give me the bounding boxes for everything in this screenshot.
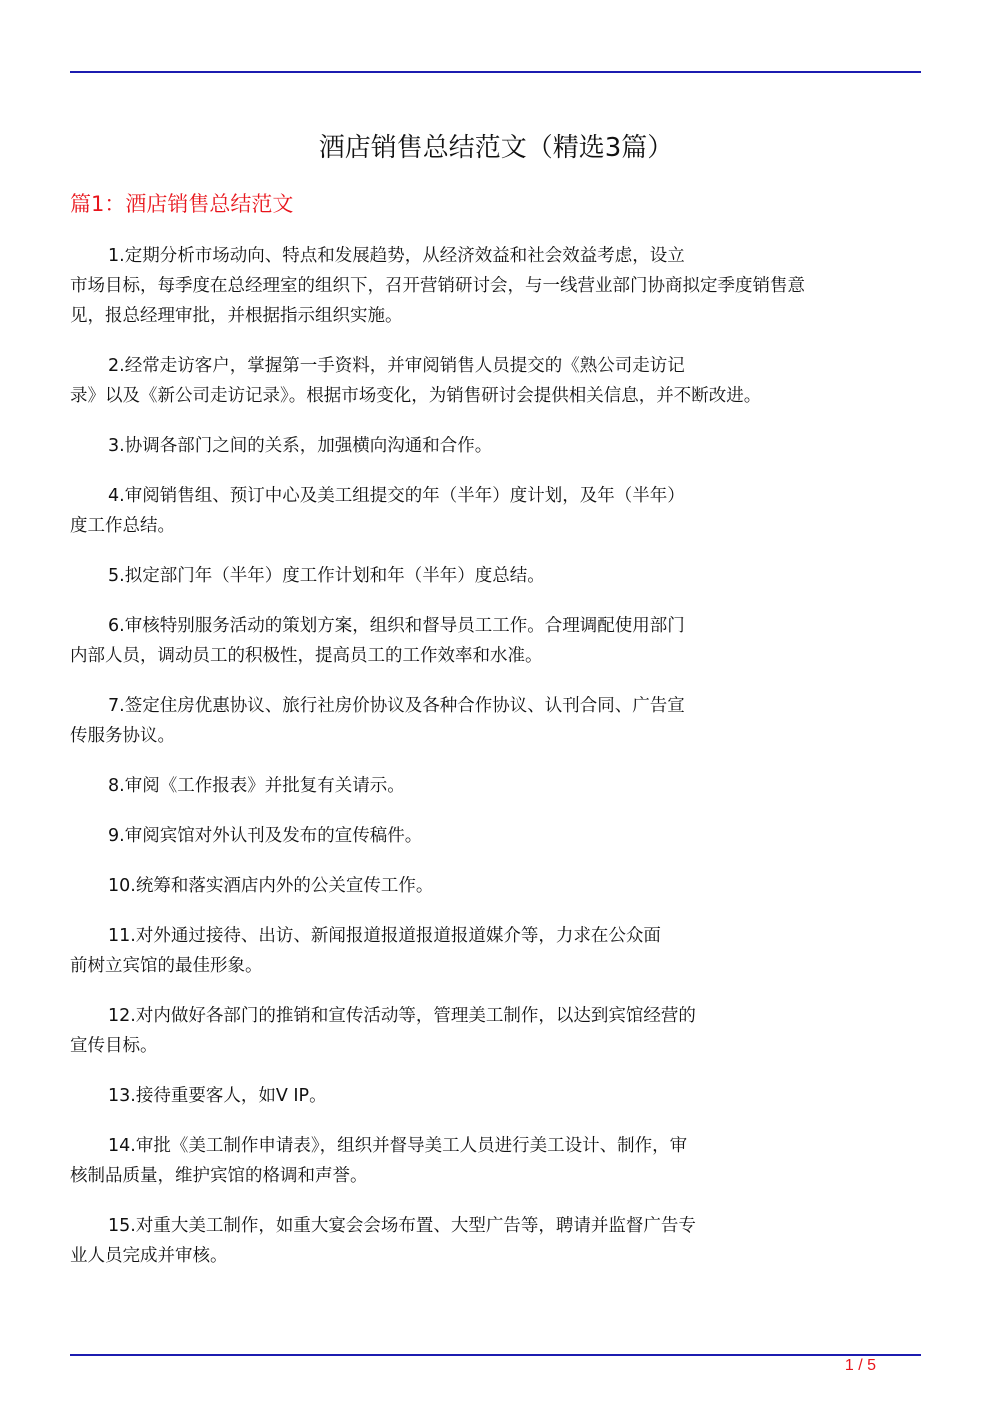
paragraph-line: 4.审阅销售组、预订中心及美工组提交的年（半年）度计划，及年（半年） [108, 486, 685, 506]
paragraph [70, 1211, 930, 1271]
paragraph [70, 351, 930, 411]
paragraph [70, 921, 930, 981]
paragraph-line: 市场目标，每季度在总经理室的组织下，召开营销研讨会，与一线营业部门协商拟定季度销售意 [70, 276, 805, 296]
paragraph-line: 2.经常走访客户，掌握第一手资料，并审阅销售人员提交的《熟公司走访记 [108, 356, 685, 376]
paragraph-line: 12.对内做好各部门的推销和宣传活动等，管理美工制作，以达到宾馆经营的 [108, 1006, 696, 1026]
paragraph-line: 10.统筹和落实酒店内外的公关宣传工作。 [108, 876, 434, 896]
paragraph-line: 录》以及《新公司走访记录》。根据市场变化，为销售研讨会提供相关信息，并不断改进。 [70, 386, 762, 406]
paragraph [70, 1081, 930, 1111]
paragraph-line: 内部人员，调动员工的积极性，提高员工的工作效率和水准。 [70, 646, 543, 666]
paragraph [70, 431, 930, 461]
paragraph-line: 6.审核特别服务活动的策划方案，组织和督导员工工作。合理调配使用部门 [108, 616, 685, 636]
paragraph-line: 核制品质量，维护宾馆的格调和声誉。 [70, 1166, 368, 1186]
paragraph-line: 11.对外通过接待、出访、新闻报道报道报道报道媒介等，力求在公众面 [108, 926, 661, 946]
paragraph-line: 业人员完成并审核。 [70, 1246, 228, 1266]
paragraph-line: 1.定期分析市场动向、特点和发展趋势，从经济效益和社会效益考虑，设立 [108, 246, 685, 266]
header-rule [70, 71, 921, 73]
paragraph [70, 241, 930, 331]
paragraph [70, 871, 930, 901]
paragraph [70, 1131, 930, 1191]
page-number: 1 / 5 [844, 1357, 876, 1374]
paragraph-line: 宣传目标。 [70, 1036, 158, 1056]
paragraph [70, 561, 930, 591]
footer-rule [70, 1354, 921, 1356]
document-body [70, 241, 930, 1291]
document-title: 酒店销售总结范文（精选3篇） [318, 133, 674, 163]
section-heading: 篇1：酒店销售总结范文 [70, 192, 294, 216]
paragraph-line: 15.对重大美工制作，如重大宴会会场布置、大型广告等，聘请并监督广告专 [108, 1216, 696, 1236]
paragraph-line: 5.拟定部门年（半年）度工作计划和年（半年）度总结。 [108, 566, 545, 586]
paragraph [70, 1001, 930, 1061]
paragraph-line: 9.审阅宾馆对外认刊及发布的宣传稿件。 [108, 826, 423, 846]
paragraph [70, 821, 930, 851]
paragraph [70, 481, 930, 541]
paragraph-line: 7.签定住房优惠协议、旅行社房价协议及各种合作协议、认刊合同、广告宣 [108, 696, 685, 716]
paragraph-line: 14.审批《美工制作申请表》，组织并督导美工人员进行美工设计、制作，审 [108, 1136, 688, 1156]
paragraph-line: 13.接待重要客人，如V IP。 [108, 1086, 327, 1106]
paragraph [70, 771, 930, 801]
paragraph [70, 611, 930, 671]
paragraph-line: 3.协调各部门之间的关系，加强横向沟通和合作。 [108, 436, 493, 456]
paragraph-line: 度工作总结。 [70, 516, 175, 536]
paragraph-line: 前树立宾馆的最佳形象。 [70, 956, 263, 976]
paragraph-line: 见，报总经理审批，并根据指示组织实施。 [70, 306, 403, 326]
paragraph-line: 8.审阅《工作报表》并批复有关请示。 [108, 776, 405, 796]
paragraph-line: 传服务协议。 [70, 726, 175, 746]
paragraph [70, 691, 930, 751]
